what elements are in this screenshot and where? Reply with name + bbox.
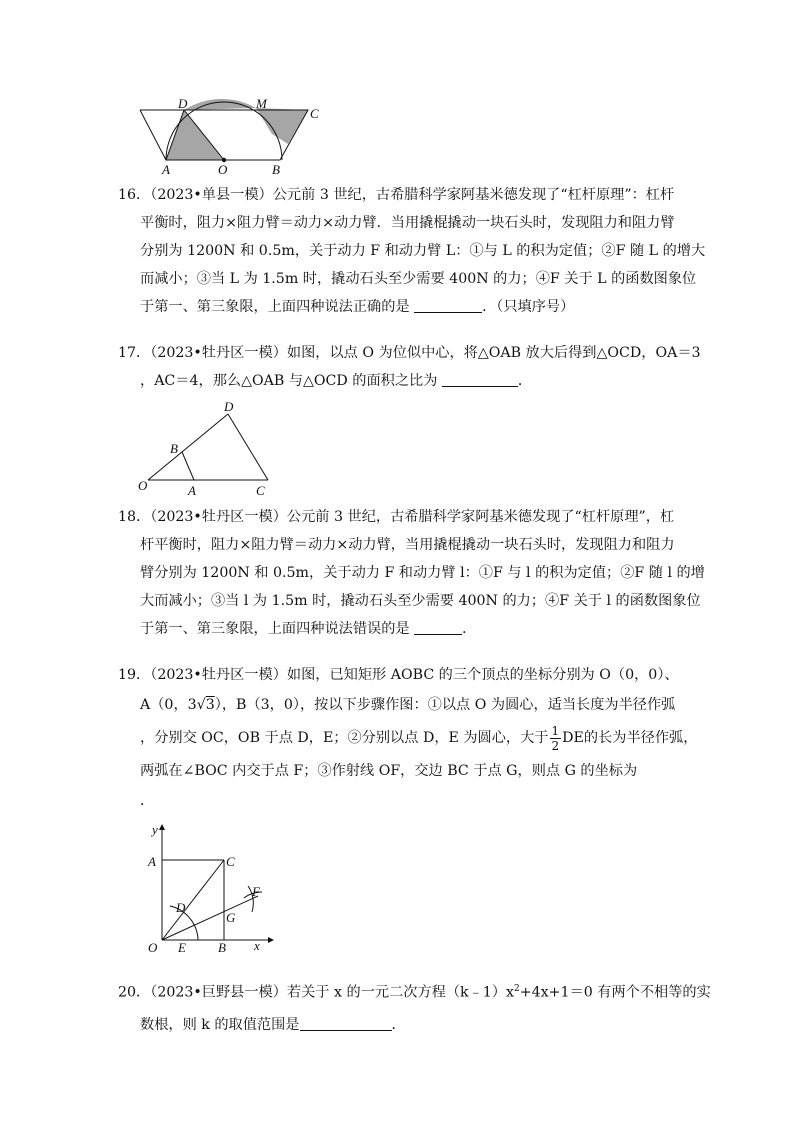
label-b: B (272, 162, 280, 177)
label-d: D (176, 900, 186, 915)
q20-line-1-pre: 20．（2023•巨野县一模）若关于 x 的一元二次方程（k﹣1）x (118, 984, 515, 1001)
label-o: O (148, 940, 158, 954)
label-c: C (226, 854, 235, 869)
q19-line-3 (118, 720, 698, 756)
label-g: G (226, 910, 236, 925)
question-20 (118, 973, 711, 1041)
q20-line-1-post: +4x+1＝0 有两个不相等的实 (519, 984, 711, 1001)
q18-answer-blank[interactable] (414, 620, 462, 635)
label-o: O (218, 162, 228, 177)
q17-line-1: 17．（2023•牡丹区一模）如图，以点 O 为位似中心，将△OAB 放大后得到△OCD，OA＝3 (118, 345, 701, 361)
sqrt-symbol: √ (196, 697, 206, 713)
q19-segment-de: DE (562, 730, 584, 746)
figure-similar-triangles (134, 400, 284, 500)
label-d: D (224, 400, 234, 414)
question-16 (118, 181, 706, 321)
q17-tail: ． (517, 373, 533, 389)
q19-line-3-post: 的长为半径作弧， (583, 730, 698, 746)
figure-semicircle-parallelogram (130, 96, 330, 178)
q18-line-5 (118, 615, 678, 643)
label-b: B (170, 441, 178, 456)
q20-line-2-text: 数根，则 k 的取值范围是 (140, 1016, 300, 1033)
q16-line-5-text: 于第一、第三象限，上面四种说法正确的是 (140, 299, 410, 315)
q16-answer-blank[interactable] (414, 298, 482, 313)
q16-line-2: 平衡时，阻力×阻力臂＝动力×动力臂．当用撬棍撬动一块石头时，发现阻力和阻力臂 (140, 215, 675, 231)
q16-line-3: 分别为 1200N 和 0.5m，关于动力 F 和动力臂 L：①与 L 的积为定值；②F 随 L 的增大 (140, 243, 706, 259)
q19-line-2-post: ），B（3，0），按以下步骤作图：①以点 O 为圆心，适当长度为半径作弧 (214, 697, 676, 713)
question-17 (118, 339, 701, 395)
label-c: C (310, 106, 319, 121)
q18-line-3: 臂分别为 1200N 和 0.5m，关于动力 F 和动力臂 l：①F 与 l 的积为定值；②F 随 l 的增 (140, 565, 705, 581)
label-a: A (162, 162, 170, 177)
q19-line-1: 19．（2023•牡丹区一模）如图，已知矩形 AOBC 的三个顶点的坐标分别为 O（0，0）、 (118, 667, 679, 683)
q16-line-5 (118, 293, 678, 321)
question-18 (118, 503, 705, 643)
label-f: F (252, 884, 260, 899)
label-b: B (218, 940, 226, 954)
label-y: y (152, 822, 158, 837)
fraction-denominator: 2 (551, 738, 560, 753)
q20-answer-blank[interactable] (300, 1016, 392, 1031)
q20-exponent: 2 (514, 984, 520, 994)
sqrt-radicand: 3 (205, 697, 215, 713)
shaded-right-region (256, 108, 308, 144)
label-o: O (138, 478, 148, 493)
q19-line-5: ． (140, 793, 155, 809)
q18-tail: ． (462, 621, 477, 637)
q19-line-2 (118, 690, 678, 720)
q18-line-1: 18．（2023•牡丹区一模）公元前 3 世纪，古希腊科学家阿基米德发现了“杠杆原理”，杠 (118, 509, 675, 525)
q19-line-2-pre: A（0，3 (140, 697, 197, 713)
fraction-numerator: 1 (551, 723, 560, 738)
q18-line-2: 杆平衡时，阻力×阻力臂＝动力×动力臂，当用撬棍撬动一块石头时，发现阻力和阻力 (140, 537, 675, 553)
q16-line-1: 16．（2023•单县一模）公元前 3 世纪，古希腊科学家阿基米德发现了“杠杆原理”：杠杆 (118, 187, 675, 203)
shaded-arc-cap (184, 99, 256, 110)
label-a: A (148, 854, 156, 869)
q17-line-2-text: ，AC＝4，那么△OAB 与△OCD 的面积之比为 (140, 373, 438, 389)
q19-line-4: 两弧在∠BOC 内交于点 F；③作射线 OF，交边 BC 于点 G，则点 G 的坐标为 (140, 763, 638, 779)
label-d: D (178, 96, 188, 111)
question-19 (118, 660, 698, 816)
label-e: E (178, 940, 186, 954)
label-x: x (254, 938, 260, 953)
figure-rectangle-coordinates (140, 822, 280, 954)
fraction-one-half (550, 724, 562, 753)
q18-line-5-text: 于第一、第三象限，上面四种说法错误的是 (140, 621, 410, 637)
label-a: A (188, 483, 196, 498)
q20-line-1 (118, 973, 711, 1009)
q17-answer-blank[interactable] (442, 372, 518, 387)
q17-line-2 (118, 367, 678, 395)
q16-line-4: 而减小；③当 L 为 1.5m 时，撬动石头至少需要 400N 的力；④F 关于 L 的函数图象位 (140, 271, 697, 287)
q16-tail: ．（只填序号） (482, 299, 575, 315)
label-c: C (256, 483, 265, 498)
q20-line-2 (118, 1009, 678, 1041)
q20-tail: ． (391, 1016, 406, 1033)
q19-line-3-pre: ，分别交 OC，OB 于点 D，E；②分别以点 D，E 为圆心，大于 (140, 730, 549, 746)
q18-line-4: 大而减小；③当 l 为 1.5m 时，撬动石头至少需要 400N 的力；④F 关于 l 的函数图象位 (140, 593, 701, 609)
label-m: M (256, 96, 267, 111)
